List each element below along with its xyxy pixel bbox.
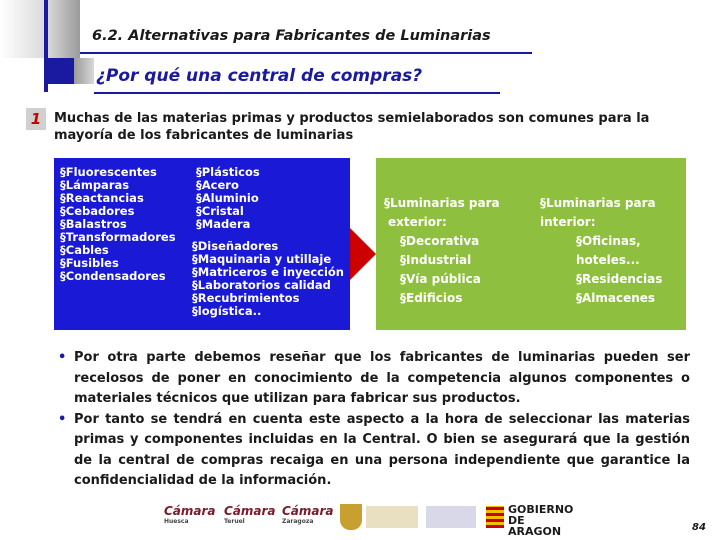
camara-huesca-logo: Cámara Huesca [164, 504, 216, 525]
list-item: §Reactancias [60, 191, 144, 205]
intro-text: Muchas de las materias primas y productos semielaborados son comunes para la mayoría de los fabricantes de luminarias [54, 111, 650, 143]
interior-luminaires [540, 194, 662, 308]
list-item: §Recubrimientos [192, 291, 300, 305]
gobierno-aragon-logo: GOBIERNO DE ARAGON [508, 503, 574, 538]
slide-subtitle: ¿Por qué una central de compras? [96, 66, 423, 86]
list-item: §Acero [196, 178, 239, 192]
paragraph-1 [58, 348, 690, 410]
list-item: §logística.. [192, 304, 262, 318]
list-item: §Cristal [196, 204, 244, 218]
exterior-heading: §Luminarias para [384, 196, 500, 210]
subtitle-underline [94, 92, 500, 94]
list-item: §Balastros [60, 217, 127, 231]
list-item: §Cebadores [60, 204, 135, 218]
secretaria-logo [426, 506, 476, 528]
bullet-icon: • [58, 350, 67, 365]
list-item: §Almacenes [576, 291, 656, 305]
list-item: §Transformadores [60, 230, 176, 244]
camara-zaragoza-logo: Cámara Zaragoza [282, 504, 334, 525]
list-item: §Maquinaria y utillaje [192, 252, 332, 266]
list-item: §Laboratorios calidad [192, 278, 331, 292]
slide-title: 6.2. Alternativas para Fabricantes de Luminarias [92, 28, 491, 44]
components-list [60, 166, 176, 283]
list-item: §Aluminio [196, 191, 259, 205]
list-item: §Cables [60, 243, 109, 257]
list-item: §Industrial [400, 253, 472, 267]
section-number-badge: 1 [26, 108, 46, 130]
header-gradient-decoration [0, 0, 80, 58]
paragraph-1-text: Por otra parte debemos reseñar que los fabricantes de luminarias pueden ser recelosos de poner en conocimiento de la competencia algunos componentes o materiales técnicos que utilizan para fabricar sus productos. [74, 350, 690, 406]
arrow-right-icon [350, 228, 376, 280]
list-item: §Condensadores [60, 269, 166, 283]
bullet-icon: • [58, 411, 67, 427]
list-item: §Oficinas, [576, 234, 641, 248]
spain-shield-icon [340, 504, 362, 530]
list-item: §Residencias [576, 272, 663, 286]
list-item: §Plásticos [196, 165, 260, 179]
list-item: §Vía pública [400, 272, 481, 286]
exterior-heading-2: exterior: [388, 215, 447, 229]
aragon-flag-icon [486, 506, 504, 528]
paragraph-2 [58, 410, 690, 492]
raw-materials-list [196, 166, 260, 231]
services-list [192, 240, 344, 318]
list-item: §Fusibles [60, 256, 119, 270]
page-number: 84 [692, 522, 706, 533]
interior-heading-2: interior: [540, 215, 596, 229]
sponsor-logos [164, 503, 574, 538]
list-item: §Madera [196, 217, 251, 231]
header-gray-square [74, 58, 94, 84]
list-item: §Fluorescentes [60, 165, 157, 179]
list-item: §Diseñadores [192, 239, 279, 253]
list-item: hoteles... [576, 253, 640, 267]
header-blue-square [46, 58, 74, 84]
interior-heading: §Luminarias para [540, 196, 656, 210]
list-item: §Edificios [400, 291, 463, 305]
ministry-logo [366, 506, 418, 528]
exterior-luminaires [384, 194, 500, 308]
paragraph-2-text: Por tanto se tendrá en cuenta este aspecto a la hora de seleccionar las materias primas y componentes incluidas en la Central. O bien se asegurará que la gestión de la central de compras recaiga en una persona independiente que garantice la confidencialidad de la información. [74, 411, 690, 488]
list-item: §Lámparas [60, 178, 130, 192]
camara-teruel-logo: Cámara Teruel [224, 504, 276, 525]
list-item: §Matriceros e inyección [192, 265, 344, 279]
title-underline [80, 52, 532, 54]
list-item: §Decorativa [400, 234, 480, 248]
body-text [58, 348, 690, 492]
